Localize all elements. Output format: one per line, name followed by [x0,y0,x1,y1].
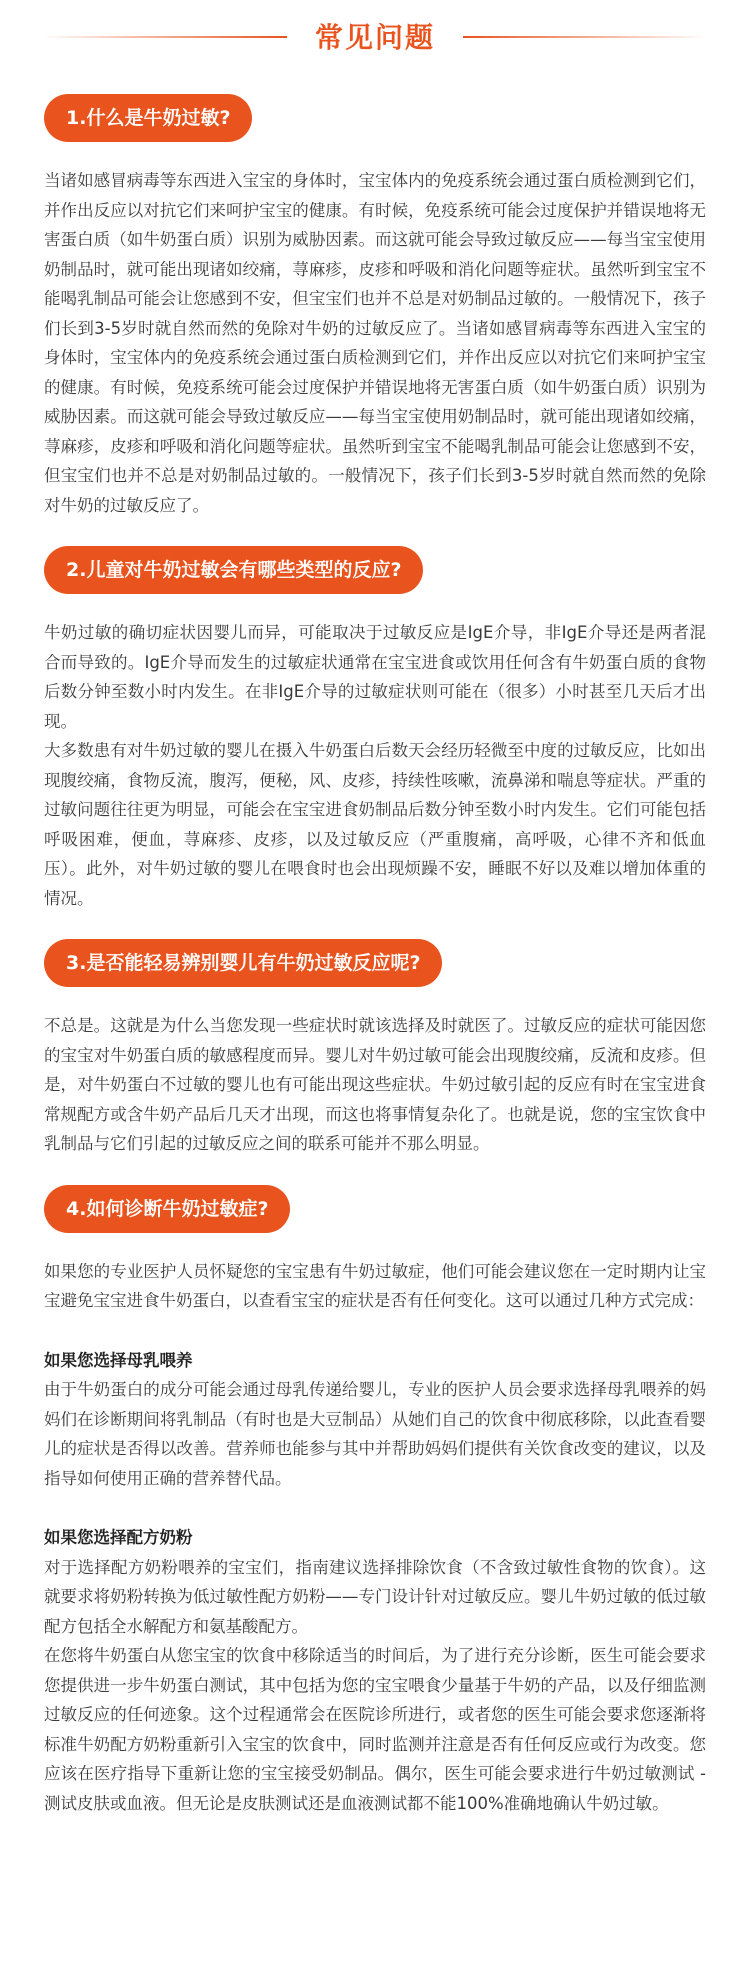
section-header [44,0,706,72]
faq-item-4 [44,1185,706,1819]
subheading-breastfeeding: 如果您选择母乳喂养 [44,1350,193,1370]
answer-text [44,1011,706,1159]
answer-paragraph: 不总是。这就是为什么当您发现一些症状时就该选择及时就医了。过敏反应的症状可能因您的宝宝对牛奶蛋白质的敏感程度而异。婴儿对牛奶过敏可能会出现腹绞痛，反流和皮疹。但是，对牛奶蛋白不过敏的婴儿也有可能出现这些症状。牛奶过敏引起的反应有时在宝宝进食常规配方或含牛奶产品后几天才出现，而这也将事情复杂化了。也就是说，您的宝宝饮食中乳制品与它们引起的过敏反应之间的联系可能并不那么明显。 [44,1016,706,1153]
subheading-formula: 如果您选择配方奶粉 [44,1528,193,1547]
faq-item-2 [44,546,706,913]
answer-paragraph: 如果您的专业医护人员怀疑您的宝宝患有牛奶过敏症，他们可能会建议您在一定时期内让宝宝避免宝宝进食牛奶蛋白，以查看宝宝的症状是否有任何变化。这可以通过几种方式完成： [44,1261,706,1310]
question-badge: 2.儿童对牛奶过敏会有哪些类型的反应? [44,546,423,594]
answer-paragraph: 在您将牛奶蛋白从您宝宝的饮食中移除适当的时间后，为了进行充分诊断，医生可能会要求您提供进一步牛奶蛋白测试，其中包括为您的宝宝喂食少量基于牛奶的产品，以及仔细监测过敏反应的任何迹象。这个过程通常会在医院诊所进行，或者您的医生可能会要求您逐渐将标准牛奶配方奶粉重新引入宝宝的饮食中，同时监测并注意是否有任何反应或行为改变。您应该在医疗指导下重新让您的宝宝接受奶制品。偶尔，医生可能会要求进行牛奶过敏测试 - 测试皮肤或血液。但无论是皮肤测试还是血液测试都不能100%准确地确认牛奶过敏。 [44,1646,706,1813]
faq-item-3 [44,939,706,1159]
answer-paragraph: 对于选择配方奶粉喂养的宝宝们，指南建议选择排除饮食（不含致过敏性食物的饮食）。这就要求将奶粉转换为低过敏性配方奶粉——专门设计针对过敏反应。婴儿牛奶过敏的低过敏配方包括全水解配方和氨基酸配方。 [44,1557,706,1636]
answer-paragraph: 大多数患有对牛奶过敏的婴儿在摄入牛奶蛋白后数天会经历轻微至中度的过敏反应，比如出现腹绞痛，食物反流，腹泻，便秘，风、皮疹，持续性咳嗽，流鼻涕和喘息等症状。严重的过敏问题往往更为明显，可能会在宝宝进食奶制品后数分钟至数小时内发生。它们可能包括呼吸困难，便血，荨麻疹、皮疹，以及过敏反应（严重腹痛，高呼吸，心律不齐和低血压）。此外，对牛奶过敏的婴儿在喂食时也会出现烦躁不安，睡眠不好以及难以增加体重的情况。 [44,741,706,908]
answer-text [44,1257,706,1819]
faq-item-1 [44,94,706,520]
answer-text [44,618,706,913]
question-badge: 3.是否能轻易辨别婴儿有牛奶过敏反应呢? [44,939,442,987]
header-divider-right [463,36,708,38]
question-badge: 4.如何诊断牛奶过敏症? [44,1185,290,1233]
answer-paragraph: 牛奶过敏的确切症状因婴儿而异，可能取决于过敏反应是IgE介导，非IgE介导还是两者混合而导致的。IgE介导而发生的过敏症状通常在宝宝进食或饮用任何含有牛奶蛋白质的食物后数分钟至数小时内发生。在非IgE介导的过敏症状则可能在（很多）小时甚至几天后才出现。 [44,623,706,731]
answer-paragraph: 当诸如感冒病毒等东西进入宝宝的身体时，宝宝体内的免疫系统会通过蛋白质检测到它们，并作出反应以对抗它们来呵护宝宝的健康。有时候，免疫系统可能会过度保护并错误地将无害蛋白质（如牛奶蛋白质）识别为威胁因素。而这就可能会导致过敏反应——每当宝宝使用奶制品时，就可能出现诸如绞痛，荨麻疹，皮疹和呼吸和消化问题等症状。虽然听到宝宝不能喝乳制品可能会让您感到不安，但宝宝们也并不总是对奶制品过敏的。一般情况下，孩子们长到3-5岁时就自然而然的免除对牛奶的过敏反应了。当诸如感冒病毒等东西进入宝宝的身体时，宝宝体内的免疫系统会通过蛋白质检测到它们，并作出反应以对抗它们来呵护宝宝的健康。有时候，免疫系统可能会过度保护并错误地将无害蛋白质（如牛奶蛋白质）识别为威胁因素。而这就可能会导致过敏反应——每当宝宝使用奶制品时，就可能出现诸如绞痛，荨麻疹，皮疹和呼吸和消化问题等症状。虽然听到宝宝不能喝乳制品可能会让您感到不安，但宝宝们也并不总是对奶制品过敏的。一般情况下，孩子们长到3-5岁时就自然而然的免除对牛奶的过敏反应了。 [44,171,706,515]
page-title: 常见问题 [314,21,435,54]
answer-text [44,166,706,520]
answer-paragraph: 由于牛奶蛋白的成分可能会通过母乳传递给婴儿，专业的医护人员会要求选择母乳喂养的妈妈们在诊断期间将乳制品（有时也是大豆制品）从她们自己的饮食中彻底移除，以此查看婴儿的症状是否得以改善。营养师也能参与其中并帮助妈妈们提供有关饮食改变的建议，以及指导如何使用正确的营养替代品。 [44,1380,706,1488]
question-badge: 1.什么是牛奶过敏? [44,94,252,142]
